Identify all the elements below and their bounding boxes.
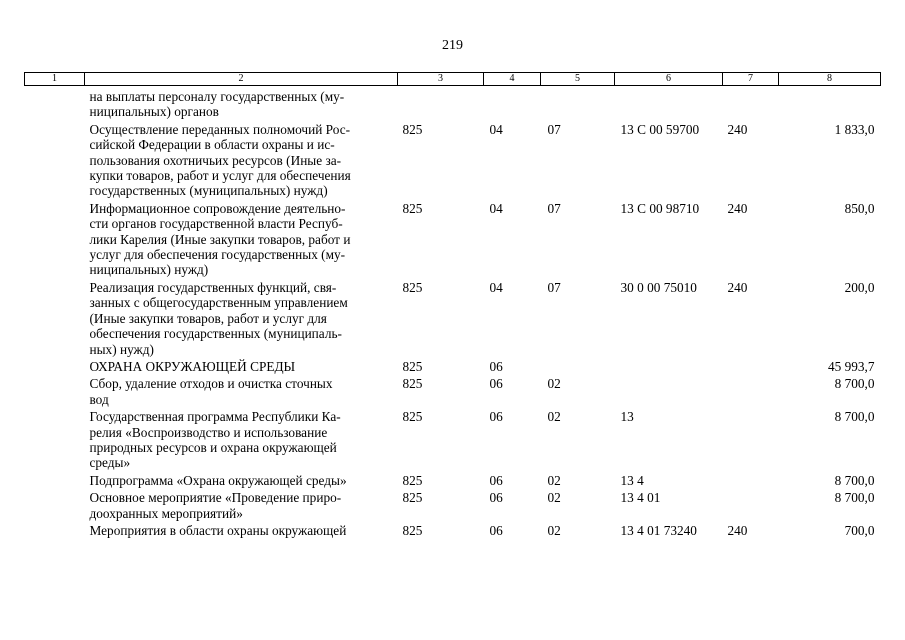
expense-type-code: 240 xyxy=(727,279,748,295)
item-name: Государственная программа Республики Ка- релия «Воспроизводство и использование природных ресурсов и охрана окружающей среды» xyxy=(89,409,341,471)
expense-type-code xyxy=(723,471,779,488)
amount: 8 700,0 xyxy=(834,409,875,425)
expense-type-code xyxy=(723,86,779,120)
table-row xyxy=(25,471,881,488)
table-row xyxy=(25,521,881,538)
subsection-code: 07 xyxy=(547,200,561,216)
subsection-code: 02 xyxy=(547,376,561,392)
row-number-cell xyxy=(25,199,85,278)
table-row xyxy=(25,357,881,374)
ministry-code: 825 xyxy=(402,472,423,488)
row-number-cell xyxy=(25,521,85,538)
ministry-code: 825 xyxy=(402,358,423,374)
item-name: Осуществление переданных полномочий Рос- сийской Федерации в области охраны и ис- пользования охотничьих ресурсов (Иные за- купки товаров, работ и услуг для обеспечения государственных (муниципальных) нужд) xyxy=(89,121,351,199)
item-name: Сбор, удаление отходов и очистка сточных вод xyxy=(89,376,333,407)
table-row xyxy=(25,488,881,521)
expense-type-code: 240 xyxy=(727,121,748,137)
subsection-code xyxy=(541,86,615,120)
item-name: Основное мероприятие «Проведение приро- доохранных мероприятий» xyxy=(89,490,342,521)
target-article-code: 30 0 00 75010 xyxy=(620,279,697,295)
row-number-cell xyxy=(25,86,85,120)
column-header: 6 xyxy=(615,73,723,86)
expense-type-code xyxy=(723,488,779,521)
expense-type-code: 240 xyxy=(727,200,748,216)
section-code: 06 xyxy=(489,490,503,506)
section-code: 04 xyxy=(489,200,503,216)
ministry-code: 825 xyxy=(402,200,423,216)
section-code: 04 xyxy=(489,279,503,295)
amount: 850,0 xyxy=(844,200,875,216)
section-code: 06 xyxy=(489,358,503,374)
section-code: 06 xyxy=(489,522,503,538)
amount: 45 993,7 xyxy=(827,358,875,374)
subsection-code: 07 xyxy=(547,279,561,295)
amount: 700,0 xyxy=(844,522,875,538)
column-header: 4 xyxy=(484,73,541,86)
amount: 8 700,0 xyxy=(834,472,875,488)
row-number-cell xyxy=(25,471,85,488)
expense-type-code xyxy=(723,374,779,407)
item-name: Реализация государственных функций, свя- занных с общегосударственным управлением (Иные закупки товаров, работ и услуг для обеспечения государственных (муниципаль- ных) нужд) xyxy=(89,279,348,357)
target-article-code: 13 4 01 xyxy=(620,490,661,506)
item-name: Мероприятия в области охраны окружающей xyxy=(89,522,347,538)
row-number-cell xyxy=(25,278,85,357)
ministry-code: 825 xyxy=(402,279,423,295)
row-number-cell xyxy=(25,120,85,199)
expense-type-code xyxy=(723,357,779,374)
amount: 8 700,0 xyxy=(834,376,875,392)
ministry-code xyxy=(398,86,484,120)
ministry-code: 825 xyxy=(402,409,423,425)
item-name: на выплаты персоналу государственных (му- ниципальных) органов xyxy=(89,89,345,120)
column-header: 7 xyxy=(723,73,779,86)
table-row xyxy=(25,278,881,357)
item-name: ОХРАНА ОКРУЖАЮЩЕЙ СРЕДЫ xyxy=(89,358,296,374)
section-code: 06 xyxy=(489,409,503,425)
page-number: 219 xyxy=(442,38,463,53)
table-row xyxy=(25,374,881,407)
table-row xyxy=(25,86,881,120)
target-article-code: 13 xyxy=(620,409,634,425)
subsection-code: 02 xyxy=(547,490,561,506)
target-article-code xyxy=(615,357,723,374)
table-row xyxy=(25,407,881,471)
ministry-code: 825 xyxy=(402,490,423,506)
section-code xyxy=(484,86,541,120)
subsection-code: 02 xyxy=(547,472,561,488)
amount: 1 833,0 xyxy=(834,121,875,137)
target-article-code xyxy=(615,374,723,407)
column-header: 3 xyxy=(398,73,484,86)
row-number-cell xyxy=(25,374,85,407)
item-name: Подпрограмма «Охрана окружающей среды» xyxy=(89,472,347,488)
row-number-cell xyxy=(25,488,85,521)
row-number-cell xyxy=(25,407,85,471)
amount xyxy=(779,86,881,120)
subsection-code xyxy=(541,357,615,374)
amount: 200,0 xyxy=(844,279,875,295)
target-article-code xyxy=(615,86,723,120)
amount: 8 700,0 xyxy=(834,490,875,506)
ministry-code: 825 xyxy=(402,121,423,137)
table-row xyxy=(25,120,881,199)
section-code: 04 xyxy=(489,121,503,137)
budget-table xyxy=(24,72,881,538)
column-header: 5 xyxy=(541,73,615,86)
target-article-code: 13 С 00 98710 xyxy=(620,200,700,216)
item-name: Информационное сопровождение деятельно- сти органов государственной власти Респуб- лики Карелия (Иные закупки товаров, работ и услуг для обеспечения государственных (му- ниципальных) нужд) xyxy=(89,200,351,278)
ministry-code: 825 xyxy=(402,376,423,392)
section-code: 06 xyxy=(489,376,503,392)
subsection-code: 02 xyxy=(547,522,561,538)
table-row xyxy=(25,199,881,278)
target-article-code: 13 4 xyxy=(620,472,644,488)
subsection-code: 02 xyxy=(547,409,561,425)
target-article-code: 13 С 00 59700 xyxy=(620,121,700,137)
target-article-code: 13 4 01 73240 xyxy=(620,522,697,538)
column-number-row xyxy=(25,73,881,86)
column-header: 1 xyxy=(25,73,85,86)
column-header: 8 xyxy=(779,73,881,86)
column-header: 2 xyxy=(85,73,398,86)
ministry-code: 825 xyxy=(402,522,423,538)
table-body xyxy=(25,86,881,539)
section-code: 06 xyxy=(489,472,503,488)
subsection-code: 07 xyxy=(547,121,561,137)
row-number-cell xyxy=(25,357,85,374)
expense-type-code xyxy=(723,407,779,471)
expense-type-code: 240 xyxy=(727,522,748,538)
